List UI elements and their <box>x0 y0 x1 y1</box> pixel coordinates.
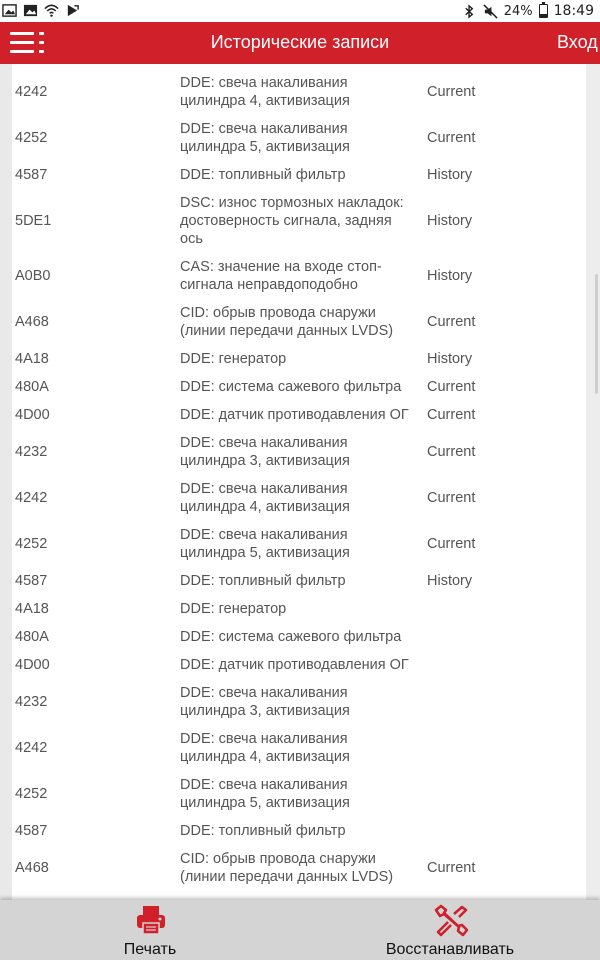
fault-code: 4D00 <box>15 407 50 423</box>
fault-description-line: DDE: топливный фильтр <box>180 573 346 589</box>
wrench-icon <box>432 904 470 938</box>
fault-description-line: (линии передачи данных LVDS) <box>180 869 394 885</box>
fault-description-line: DDE: свеча накаливания <box>180 75 348 91</box>
fault-status: Current <box>427 490 476 506</box>
fault-description-line: DDE: свеча накаливания <box>180 435 348 451</box>
fault-status: Current <box>427 314 476 330</box>
fault-code: 4242 <box>15 84 48 100</box>
list-item[interactable] <box>12 350 586 368</box>
fault-code: 4D00 <box>15 657 50 673</box>
list-item[interactable] <box>12 166 586 184</box>
fault-code: A468 <box>15 314 49 330</box>
fault-description-line: DDE: генератор <box>180 351 287 367</box>
mute-icon <box>483 4 498 19</box>
fault-code: A468 <box>15 860 49 876</box>
bluetooth-icon <box>462 4 477 19</box>
app-header <box>0 22 600 64</box>
fault-description-line: DDE: свеча накаливания <box>180 121 348 137</box>
fault-description-line: достоверность сигнала, задняя <box>180 213 392 229</box>
fault-code: A0B0 <box>15 268 51 284</box>
list-item[interactable] <box>12 572 586 590</box>
print-button-label: Печать <box>123 941 177 958</box>
clock: 18:49 <box>553 3 594 19</box>
list-item[interactable] <box>12 304 586 340</box>
battery-icon <box>539 4 548 18</box>
fault-description-line: CID: обрыв провода снаружи <box>180 851 376 867</box>
fault-status: History <box>427 351 473 367</box>
fault-code: 4252 <box>15 536 48 552</box>
fault-description-line: DDE: свеча накаливания <box>180 731 348 747</box>
sync-icon <box>65 3 80 18</box>
fault-description <box>180 628 424 646</box>
fault-code: 4242 <box>15 490 48 506</box>
fault-description-line: цилиндра 5, активизация <box>180 795 350 811</box>
fault-status: History <box>427 268 473 284</box>
fault-code: 4587 <box>15 573 48 589</box>
fault-description-line: ось <box>180 231 203 247</box>
scrollbar-thumb[interactable] <box>595 274 598 394</box>
fault-status: Current <box>427 130 476 146</box>
fault-description-line: цилиндра 3, активизация <box>180 453 350 469</box>
fault-description-line: DDE: топливный фильтр <box>180 823 346 839</box>
fault-description <box>180 378 424 396</box>
fault-code: 480A <box>15 629 49 645</box>
login-button[interactable]: Вход <box>557 32 598 52</box>
fault-description <box>180 656 424 674</box>
fault-description-line: DDE: система сажевого фильтра <box>180 629 402 645</box>
fault-description <box>180 434 424 470</box>
fault-description <box>180 480 424 516</box>
list-item[interactable] <box>12 480 586 516</box>
fault-status: History <box>427 167 473 183</box>
repair-button-label: Восстанавливать <box>385 941 515 958</box>
fault-description-line: CID: обрыв провода снаружи <box>180 305 376 321</box>
fault-status: Current <box>427 379 476 395</box>
fault-description-line: цилиндра 4, активизация <box>180 499 350 515</box>
status-bar-right <box>462 2 594 20</box>
list-item[interactable] <box>12 656 586 674</box>
list-item[interactable] <box>12 434 586 470</box>
battery-level <box>540 14 547 17</box>
list-item[interactable] <box>12 378 586 396</box>
list-item[interactable] <box>12 406 586 424</box>
fault-description <box>180 572 424 590</box>
list-item[interactable] <box>12 628 586 646</box>
fault-description-line: цилиндра 5, активизация <box>180 545 350 561</box>
fault-description <box>180 258 424 294</box>
list-item[interactable] <box>12 600 586 618</box>
list-item[interactable] <box>12 74 586 110</box>
fault-description-line: цилиндра 5, активизация <box>180 139 350 155</box>
fault-description-line: CAS: значение на входе стоп- <box>180 259 382 275</box>
fault-code: 4A18 <box>15 351 49 367</box>
gallery-icon <box>2 3 17 18</box>
fault-description-line: DDE: свеча накаливания <box>180 481 348 497</box>
fault-description <box>180 166 424 184</box>
fault-description <box>180 822 424 840</box>
fault-description-line: DDE: свеча накаливания <box>180 685 348 701</box>
fault-description <box>180 684 424 720</box>
page-title: Исторические записи <box>210 32 390 52</box>
list-item[interactable] <box>12 526 586 562</box>
fault-status: Current <box>427 84 476 100</box>
fault-description <box>180 406 424 424</box>
fault-description-line: DDE: генератор <box>180 601 287 617</box>
fault-description-line: DDE: свеча накаливания <box>180 777 348 793</box>
fault-code: 4232 <box>15 694 48 710</box>
fault-description <box>180 526 424 562</box>
image-icon <box>23 3 38 18</box>
fault-code: 480A <box>15 379 49 395</box>
fault-description-line: DDE: топливный фильтр <box>180 167 346 183</box>
print-button[interactable] <box>90 900 210 960</box>
fault-description-line: DSC: износ тормозных накладок: <box>180 195 404 211</box>
list-item[interactable] <box>12 258 586 294</box>
list-item[interactable] <box>12 730 586 766</box>
fault-description <box>180 850 424 886</box>
fault-description-line: DDE: свеча накаливания <box>180 527 348 543</box>
fault-description-line: цилиндра 3, активизация <box>180 703 350 719</box>
scrollbar[interactable] <box>586 64 600 900</box>
fault-description <box>180 776 424 812</box>
fault-description-line: цилиндра 4, активизация <box>180 93 350 109</box>
fault-code: 4232 <box>15 444 48 460</box>
fault-code: 4242 <box>15 740 48 756</box>
fault-description <box>180 350 424 368</box>
bottom-toolbar <box>0 900 600 960</box>
fault-description-line: сигнала неправдоподобно <box>180 277 358 293</box>
fault-description-line: DDE: датчик противодавления ОГ <box>180 407 409 423</box>
list-item[interactable] <box>12 684 586 720</box>
status-bar-left <box>2 3 80 18</box>
fault-description <box>180 304 424 340</box>
fault-description <box>180 194 424 248</box>
fault-code: 5DE1 <box>15 213 52 229</box>
fault-code: 4587 <box>15 823 48 839</box>
fault-code: 4A18 <box>15 601 49 617</box>
fault-status: History <box>427 213 473 229</box>
fault-description <box>180 74 424 110</box>
fault-description <box>180 730 424 766</box>
list-item[interactable] <box>12 776 586 812</box>
fault-description-line: DDE: датчик противодавления ОГ <box>180 657 409 673</box>
status-bar <box>0 0 600 22</box>
fault-description-line: цилиндра 4, активизация <box>180 749 350 765</box>
list-item[interactable] <box>12 120 586 156</box>
fault-status: Current <box>427 860 476 876</box>
repair-button[interactable] <box>370 900 530 960</box>
printer-icon <box>136 904 166 936</box>
wifi-icon <box>44 3 59 18</box>
fault-code: 4252 <box>15 786 48 802</box>
fault-code: 4252 <box>15 130 48 146</box>
fault-status: Current <box>427 444 476 460</box>
fault-description <box>180 600 424 618</box>
fault-code: 4587 <box>15 167 48 183</box>
list-item[interactable] <box>12 194 586 248</box>
fault-description <box>180 120 424 156</box>
fault-status: Current <box>427 407 476 423</box>
fault-status: History <box>427 573 473 589</box>
list-item[interactable] <box>12 822 586 840</box>
battery-percent: 24% <box>503 3 533 19</box>
fault-description-line: DDE: система сажевого фильтра <box>180 379 402 395</box>
fault-description-line: (линии передачи данных LVDS) <box>180 323 394 339</box>
fault-status: Current <box>427 536 476 552</box>
records-list[interactable] <box>12 64 586 900</box>
list-item[interactable] <box>12 850 586 886</box>
